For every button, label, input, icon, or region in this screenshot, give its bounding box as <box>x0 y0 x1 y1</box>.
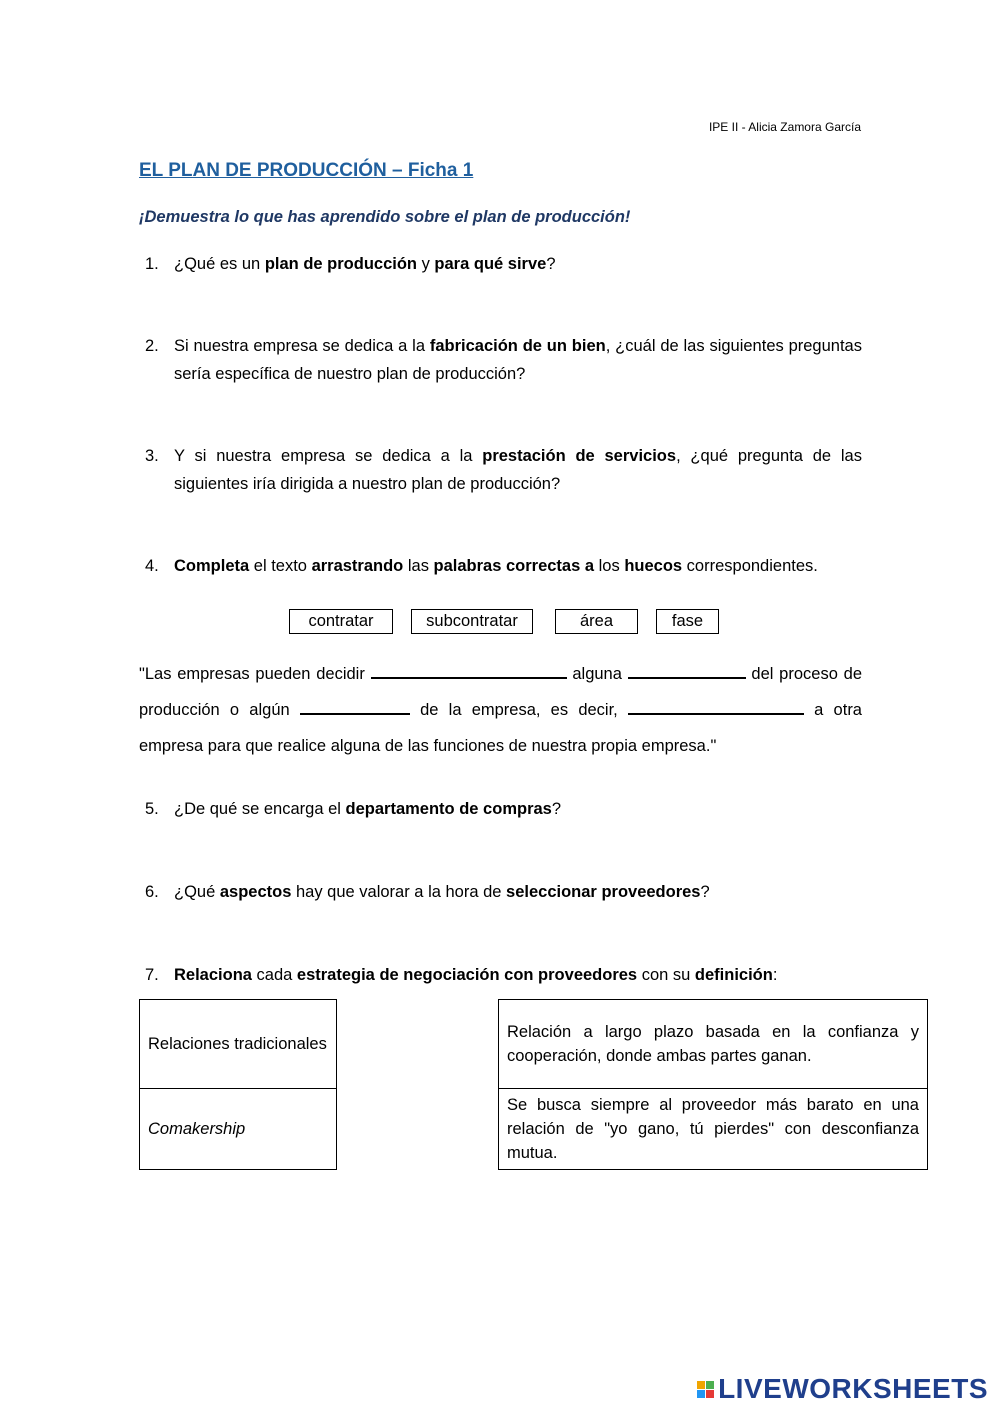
question-3 <box>145 442 862 498</box>
question-number: 2. <box>145 337 159 355</box>
logo-grid-icon <box>697 1381 714 1398</box>
match-left-1[interactable]: Relaciones tradicionales <box>139 999 337 1089</box>
question-number: 4. <box>145 557 159 575</box>
word-chip-contratar[interactable]: contratar <box>289 609 393 634</box>
question-number: 7. <box>145 966 159 984</box>
match-right-1[interactable]: Relación a largo plazo basada en la confianza y cooperación, donde ambas partes ganan. <box>498 999 928 1089</box>
match-left-2[interactable]: Comakership <box>139 1088 337 1170</box>
question-text: Relaciona cada estrategia de negociación con proveedores con su definición: <box>174 966 778 984</box>
fill-in-paragraph: "Las empresas pueden decidir alguna del proceso de producción o algún de la empresa, es decir, a otra empresa para que realice alguna de las funciones de nuestra propia empresa." <box>139 656 862 764</box>
page-subtitle: ¡Demuestra lo que has aprendido sobre el plan de producción! <box>139 208 631 226</box>
question-1 <box>145 250 862 278</box>
blank-2[interactable] <box>628 659 746 679</box>
word-chip-fase[interactable]: fase <box>656 609 719 634</box>
liveworksheets-logo <box>697 1374 988 1404</box>
page-title: EL PLAN DE PRODUCCIÓN – Ficha 1 <box>139 160 474 181</box>
question-7 <box>145 961 862 989</box>
match-right-2[interactable]: Se busca siempre al proveedor más barato en una relación de "yo gano, tú pierdes" con desconfianza mutua. <box>498 1088 928 1170</box>
blank-3[interactable] <box>300 695 410 715</box>
question-text: ¿Qué es un plan de producción y para qué sirve? <box>174 255 556 273</box>
question-4 <box>145 552 862 580</box>
header-note: IPE II - Alicia Zamora García <box>708 120 861 134</box>
blank-4[interactable] <box>628 695 804 715</box>
question-text: Completa el texto arrastrando las palabras correctas a los huecos correspondientes. <box>174 557 818 575</box>
question-6 <box>145 878 862 906</box>
question-text: Y si nuestra empresa se dedica a la prestación de servicios, ¿qué pregunta de las siguientes iría dirigida a nuestro plan de producción? <box>174 447 862 493</box>
word-chip-subcontratar[interactable]: subcontratar <box>411 609 533 634</box>
logo-text: LIVEWORKSHEETS <box>718 1373 988 1404</box>
question-2 <box>145 332 862 388</box>
question-text: Si nuestra empresa se dedica a la fabricación de un bien, ¿cuál de las siguientes preguntas sería específica de nuestro plan de producción? <box>174 337 862 383</box>
blank-1[interactable] <box>371 659 567 679</box>
word-chip-area[interactable]: área <box>555 609 638 634</box>
question-5 <box>145 795 862 823</box>
question-number: 6. <box>145 883 159 901</box>
question-text: ¿Qué aspectos hay que valorar a la hora de seleccionar proveedores? <box>174 883 710 901</box>
question-number: 5. <box>145 800 159 818</box>
question-number: 1. <box>145 255 159 273</box>
question-text: ¿De qué se encarga el departamento de compras? <box>174 800 562 818</box>
question-number: 3. <box>145 447 159 465</box>
